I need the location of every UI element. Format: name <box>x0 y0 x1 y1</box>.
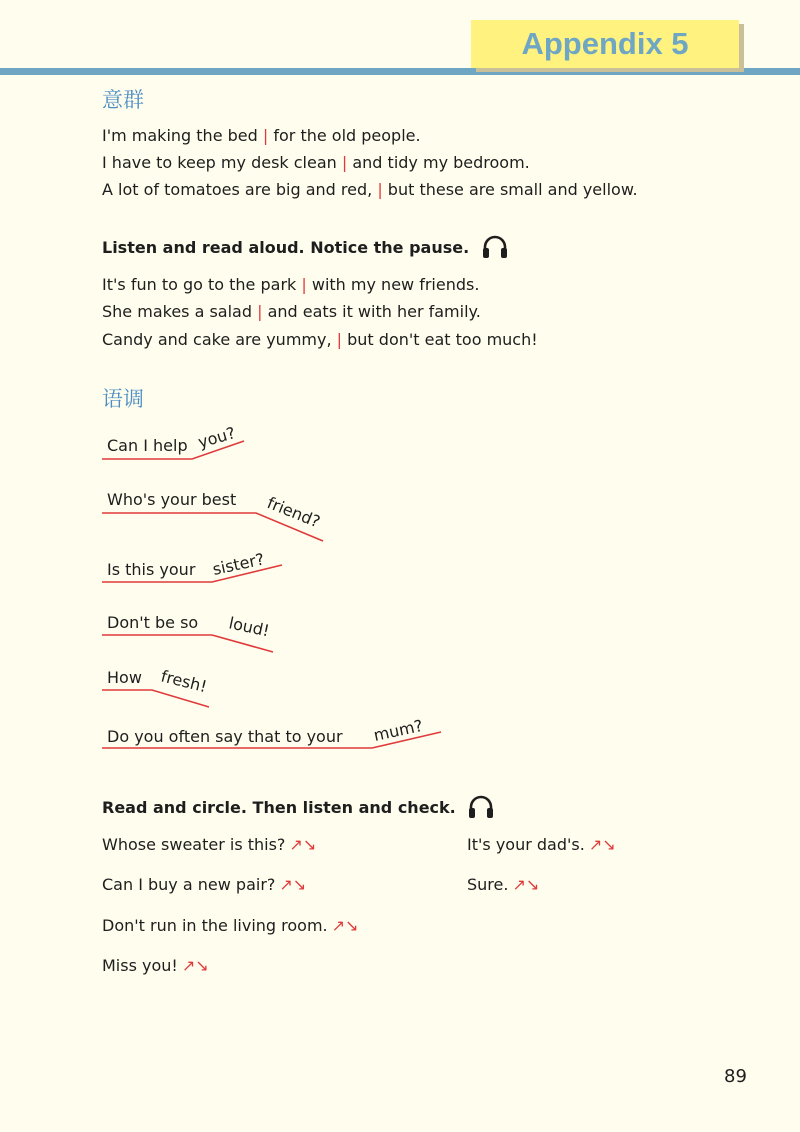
sense-group-line-2 <box>102 152 530 174</box>
listen-read-instruction: Listen and read aloud. Notice the pause. <box>102 238 470 257</box>
listen-read-heading <box>102 234 509 266</box>
phrase-part-b: for the old people. <box>273 126 421 145</box>
sentence-end: you? <box>195 423 238 452</box>
intonation-heading: 语调 <box>102 387 144 411</box>
intonation-sentence-3 <box>102 549 282 582</box>
sense-group-line-1 <box>102 125 421 147</box>
sentence-end: sister? <box>210 549 267 579</box>
circle-item-4 <box>467 874 539 896</box>
sentence-base: Is this your <box>107 560 196 579</box>
sentence-base: Don't be so <box>107 613 199 632</box>
phrase-part-a: Candy and cake are yummy, <box>102 330 332 349</box>
phrase-part-a: It's fun to go to the park <box>102 275 297 294</box>
page-number: 89 <box>724 1066 747 1087</box>
sentence-end: friend? <box>264 493 323 532</box>
listen-read-line-2 <box>102 301 481 323</box>
pause-mark: | <box>341 153 348 172</box>
pause-mark: | <box>301 275 307 294</box>
circle-item-text: It's your dad's. <box>467 835 585 854</box>
intonation-sentence-4 <box>102 613 273 652</box>
listen-read-line-3 <box>102 329 538 351</box>
circle-item-text: Miss you! <box>102 956 178 975</box>
circle-item-3 <box>102 874 306 896</box>
rise-fall-mark[interactable]: ↗↘ <box>181 956 209 975</box>
phrase-part-a: I'm making the bed <box>102 126 258 145</box>
phrase-part-b: but these are small and yellow. <box>387 180 638 199</box>
phrase-part-a: She makes a salad <box>102 302 253 321</box>
sentence-end: mum? <box>371 715 425 745</box>
circle-item-1 <box>102 834 316 856</box>
circle-item-text: Can I buy a new pair? <box>102 875 276 894</box>
appendix-tab <box>471 20 739 68</box>
circle-item-6 <box>102 955 209 977</box>
circle-item-text: Sure. <box>467 875 509 894</box>
pause-mark: | <box>262 126 269 145</box>
falling-tone-line <box>102 635 273 652</box>
phrase-part-b: but don't eat too much! <box>347 330 538 349</box>
circle-task-instruction: Read and circle. Then listen and check. <box>102 798 456 817</box>
headphones-icon[interactable] <box>481 234 509 266</box>
circle-item-text: Whose sweater is this? <box>102 835 286 854</box>
circle-item-text: Don't run in the living room. <box>102 916 328 935</box>
sense-group-line-3 <box>102 179 638 201</box>
pause-mark: | <box>336 330 343 349</box>
falling-tone-line <box>102 513 323 541</box>
rising-tone-line <box>102 732 441 748</box>
rising-tone-line <box>102 565 282 582</box>
sentence-base: Do you often say that to your <box>107 727 343 746</box>
intonation-sentence-5 <box>102 666 209 707</box>
appendix-title: Appendix 5 <box>521 26 689 61</box>
sentence-base: How <box>107 668 142 687</box>
intonation-sentence-2 <box>102 490 323 541</box>
sentence-base: Can I help <box>107 436 188 455</box>
phrase-part-a: I have to keep my desk clean <box>102 153 337 172</box>
phrase-part-a: A lot of tomatoes are big and red, <box>102 180 373 199</box>
circle-item-2 <box>467 834 616 856</box>
circle-task-heading <box>102 794 495 826</box>
sentence-end: fresh! <box>159 666 209 697</box>
rise-fall-mark[interactable]: ↗↘ <box>588 835 616 854</box>
rise-fall-mark[interactable]: ↗↘ <box>279 875 307 894</box>
sense-group-heading: 意群 <box>102 88 144 112</box>
pause-mark: | <box>377 180 383 199</box>
phrase-part-b: with my new friends. <box>311 275 480 294</box>
falling-tone-line <box>102 690 209 707</box>
phrase-part-b: and tidy my bedroom. <box>352 153 530 172</box>
phrase-part-b: and eats it with her family. <box>267 302 481 321</box>
sentence-end: loud! <box>227 613 272 641</box>
circle-item-5 <box>102 915 358 937</box>
pause-mark: | <box>257 302 263 321</box>
rise-fall-mark[interactable]: ↗↘ <box>331 916 359 935</box>
intonation-sentence-1 <box>102 423 244 459</box>
rising-tone-line <box>102 441 244 459</box>
intonation-sentence-6 <box>102 716 441 748</box>
headphones-icon[interactable] <box>467 794 495 826</box>
sentence-base: Who's your best <box>107 490 237 509</box>
rise-fall-mark[interactable]: ↗↘ <box>289 835 317 854</box>
rise-fall-mark[interactable]: ↗↘ <box>512 875 540 894</box>
listen-read-line-1 <box>102 274 479 296</box>
